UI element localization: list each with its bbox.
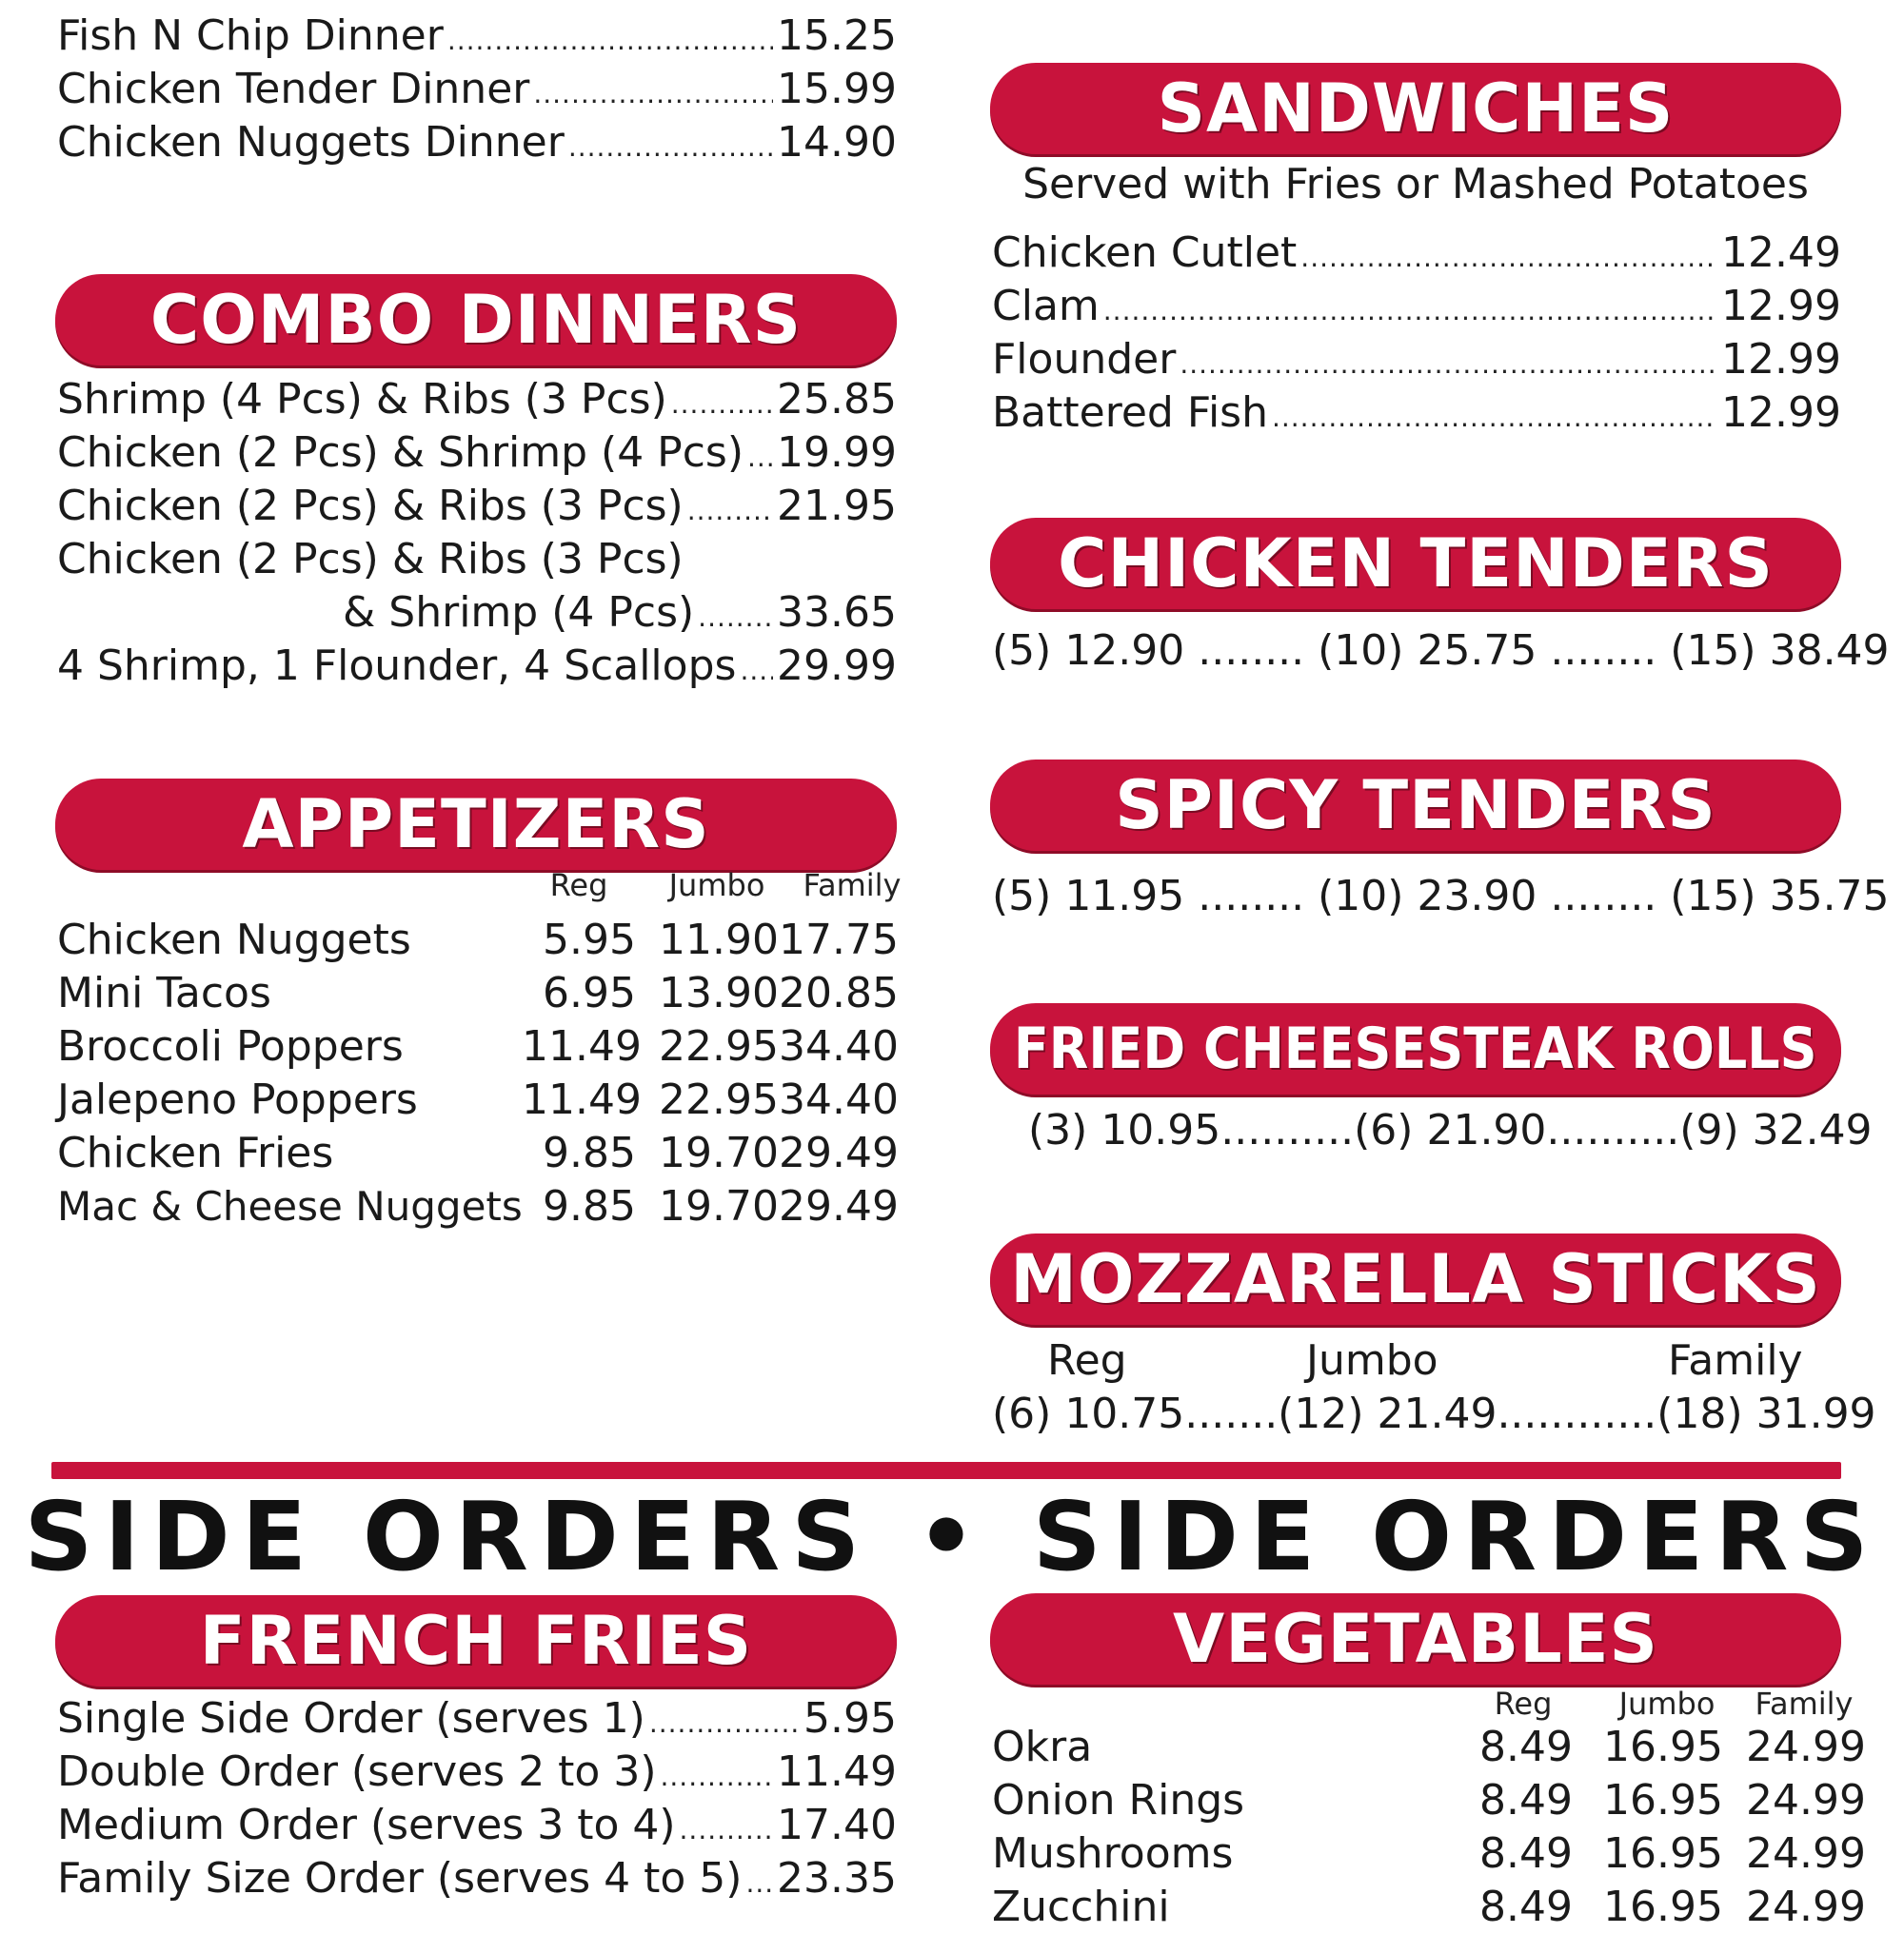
item-price: 33.65	[777, 588, 897, 637]
section-title: APPETIZERS	[242, 785, 710, 863]
appetizer-jumbo: 22.95	[659, 1076, 779, 1124]
vegetable-family: 24.99	[1746, 1883, 1866, 1931]
item-price: 14.90	[777, 118, 897, 167]
item-price: 12.99	[1721, 335, 1841, 384]
leader-dots	[447, 14, 773, 68]
leader-dots	[745, 1857, 773, 1910]
section-divider-rule	[51, 1462, 1841, 1479]
item-price: 12.99	[1721, 388, 1841, 437]
appetizer-name: Chicken Nuggets	[57, 916, 411, 964]
item-name: Shrimp (4 Pcs) & Ribs (3 Pcs)	[57, 375, 667, 424]
appetizer-jumbo: 19.70	[659, 1129, 779, 1177]
vegetable-reg: 8.49	[1479, 1776, 1573, 1825]
leader-dots	[1300, 231, 1717, 285]
list-item	[57, 640, 897, 698]
appetizer-reg: 5.95	[543, 916, 636, 964]
section-banner-combo-dinners	[55, 274, 897, 365]
vegetable-jumbo: 16.95	[1603, 1723, 1723, 1771]
appetizer-name: Broccoli Poppers	[57, 1022, 404, 1071]
appetizer-reg: 9.85	[543, 1182, 636, 1231]
appetizer-name: Chicken Fries	[57, 1129, 334, 1177]
leader-dots	[680, 1804, 774, 1857]
list-item	[57, 1746, 897, 1804]
vegetable-reg: 8.49	[1479, 1829, 1573, 1878]
section-title: FRENCH FRIES	[199, 1602, 753, 1680]
vegetable-family: 24.99	[1746, 1776, 1866, 1825]
appetizer-name: Mac & Cheese Nuggets	[57, 1183, 523, 1230]
column-header-reg: Reg	[1047, 1336, 1127, 1385]
list-item	[57, 480, 897, 538]
item-price: 15.25	[777, 11, 897, 60]
list-item	[57, 10, 897, 68]
section-title: VEGETABLES	[1173, 1600, 1658, 1678]
item-name: Chicken (2 Pcs) & Shrimp (4 Pcs)	[57, 428, 744, 477]
appetizer-family: 34.40	[779, 1076, 899, 1124]
price-line: (6) 10.75.......(12) 21.49............(18) 31.99	[992, 1390, 1876, 1438]
item-name: Family Size Order (serves 4 to 5)	[57, 1854, 743, 1903]
item-name: Clam	[992, 282, 1100, 330]
section-subtitle: Served with Fries or Mashed Potatoes	[1022, 160, 1809, 208]
price-line: (5) 11.95 ........ (10) 23.90 ........ (15) 35.75	[992, 872, 1890, 920]
vegetable-reg: 8.49	[1479, 1723, 1573, 1771]
item-name: Chicken Cutlet	[992, 228, 1298, 277]
column-header-family: Family	[1755, 1686, 1854, 1722]
list-item	[992, 227, 1841, 285]
list-item	[57, 1799, 897, 1857]
leader-dots	[687, 484, 773, 538]
item-name: Battered Fish	[992, 388, 1268, 437]
column-header-reg: Reg	[1494, 1686, 1553, 1722]
item-price: 25.85	[777, 375, 897, 424]
item-price: 12.99	[1721, 282, 1841, 330]
list-item	[57, 426, 897, 484]
item-name: Chicken Tender Dinner	[57, 65, 530, 113]
left-column	[55, 0, 902, 1904]
item-price: 11.49	[777, 1747, 897, 1796]
item-name: Chicken (2 Pcs) & Ribs (3 Pcs)	[57, 535, 684, 583]
item-name: & Shrimp (4 Pcs)	[343, 588, 695, 637]
price-line: (5) 12.90 ........ (10) 25.75 ........ (15) 38.49	[992, 626, 1890, 675]
appetizer-family: 34.40	[779, 1022, 899, 1071]
side-orders-heading: SIDE ORDERS • SIDE ORDERS	[24, 1481, 1880, 1592]
section-title: CHICKEN TENDERS	[1058, 524, 1774, 602]
section-banner-appetizers	[55, 779, 897, 870]
section-banner-fried-cheesesteak-rolls	[990, 1003, 1841, 1095]
item-price: 15.99	[777, 65, 897, 113]
section-title: SPICY TENDERS	[1115, 766, 1716, 844]
section-banner-sandwiches	[990, 63, 1841, 154]
leader-dots	[661, 1750, 774, 1804]
list-item	[343, 586, 897, 644]
section-banner-french-fries	[55, 1595, 897, 1687]
item-price: 29.99	[777, 641, 897, 690]
column-header-jumbo: Jumbo	[1618, 1686, 1716, 1722]
item-price: 21.95	[777, 482, 897, 530]
appetizer-jumbo: 22.95	[659, 1022, 779, 1071]
section-banner-mozzarella-sticks	[990, 1233, 1841, 1325]
column-header-jumbo: Jumbo	[1306, 1336, 1438, 1385]
item-name: Double Order (serves 2 to 3)	[57, 1747, 657, 1796]
vegetable-jumbo: 16.95	[1603, 1883, 1723, 1931]
list-item	[57, 1692, 897, 1750]
list-item	[992, 386, 1841, 444]
price-line: (3) 10.95..........(6) 21.90..........(9) 32.49	[1028, 1106, 1873, 1154]
vegetable-reg: 8.49	[1479, 1883, 1573, 1931]
leader-dots	[1272, 391, 1717, 444]
appetizer-jumbo: 13.90	[659, 969, 779, 1017]
right-column	[990, 0, 1890, 1931]
item-name: Flounder	[992, 335, 1177, 384]
list-item	[57, 63, 897, 121]
vegetable-name: Onion Rings	[992, 1776, 1245, 1825]
list-item	[57, 116, 897, 174]
item-price: 23.35	[777, 1854, 897, 1903]
leader-dots	[568, 121, 773, 174]
appetizer-reg: 9.85	[543, 1129, 636, 1177]
leader-dots	[671, 378, 773, 431]
section-title: MOZZARELLA STICKS	[1010, 1240, 1821, 1318]
item-price: 17.40	[777, 1801, 897, 1849]
item-price: 5.95	[803, 1694, 897, 1743]
item-name: Chicken (2 Pcs) & Ribs (3 Pcs)	[57, 482, 684, 530]
appetizer-reg: 11.49	[522, 1022, 642, 1071]
leader-dots	[1180, 338, 1717, 391]
leader-dots	[533, 68, 773, 121]
appetizer-family: 17.75	[779, 916, 899, 964]
vegetable-jumbo: 16.95	[1603, 1776, 1723, 1825]
appetizer-jumbo: 19.70	[659, 1182, 779, 1231]
vegetable-name: Zucchini	[992, 1883, 1170, 1931]
appetizer-reg: 6.95	[543, 969, 636, 1017]
appetizer-family: 20.85	[779, 969, 899, 1017]
column-header-jumbo: Jumbo	[668, 867, 765, 903]
vegetable-family: 24.99	[1746, 1723, 1866, 1771]
leader-dots	[740, 644, 773, 698]
item-name: Single Side Order (serves 1)	[57, 1694, 645, 1743]
item-price: 19.99	[777, 428, 897, 477]
leader-dots	[698, 591, 773, 644]
item-name: Medium Order (serves 3 to 4)	[57, 1801, 676, 1849]
appetizer-name: Jalepeno Poppers	[57, 1076, 418, 1124]
leader-dots	[1103, 285, 1717, 338]
section-title: SANDWICHES	[1157, 69, 1675, 148]
item-name: Fish N Chip Dinner	[57, 11, 444, 60]
list-item	[992, 280, 1841, 338]
section-title: COMBO DINNERS	[149, 281, 803, 359]
appetizer-family: 29.49	[779, 1182, 899, 1231]
list-item	[57, 533, 897, 586]
section-banner-spicy-tenders	[990, 760, 1841, 851]
list-item	[57, 373, 897, 431]
vegetable-family: 24.99	[1746, 1829, 1866, 1878]
section-title: FRIED CHEESESTEAK ROLLS	[1014, 1016, 1817, 1082]
vegetable-name: Okra	[992, 1723, 1093, 1771]
item-name: Chicken Nuggets Dinner	[57, 118, 565, 167]
appetizer-name: Mini Tacos	[57, 969, 271, 1017]
leader-dots	[747, 431, 773, 484]
item-price: 12.49	[1721, 228, 1841, 277]
vegetable-name: Mushrooms	[992, 1829, 1234, 1878]
leader-dots	[649, 1697, 800, 1750]
appetizer-jumbo: 11.90	[659, 916, 779, 964]
appetizer-reg: 11.49	[522, 1076, 642, 1124]
column-header-family: Family	[1668, 1336, 1803, 1385]
column-header-reg: Reg	[549, 867, 608, 903]
section-banner-vegetables	[990, 1593, 1841, 1685]
column-header-family: Family	[803, 867, 902, 903]
vegetable-jumbo: 16.95	[1603, 1829, 1723, 1878]
item-name: 4 Shrimp, 1 Flounder, 4 Scallops	[57, 641, 737, 690]
section-banner-chicken-tenders	[990, 518, 1841, 609]
list-item	[57, 1852, 897, 1910]
list-item	[992, 333, 1841, 391]
appetizer-family: 29.49	[779, 1129, 899, 1177]
